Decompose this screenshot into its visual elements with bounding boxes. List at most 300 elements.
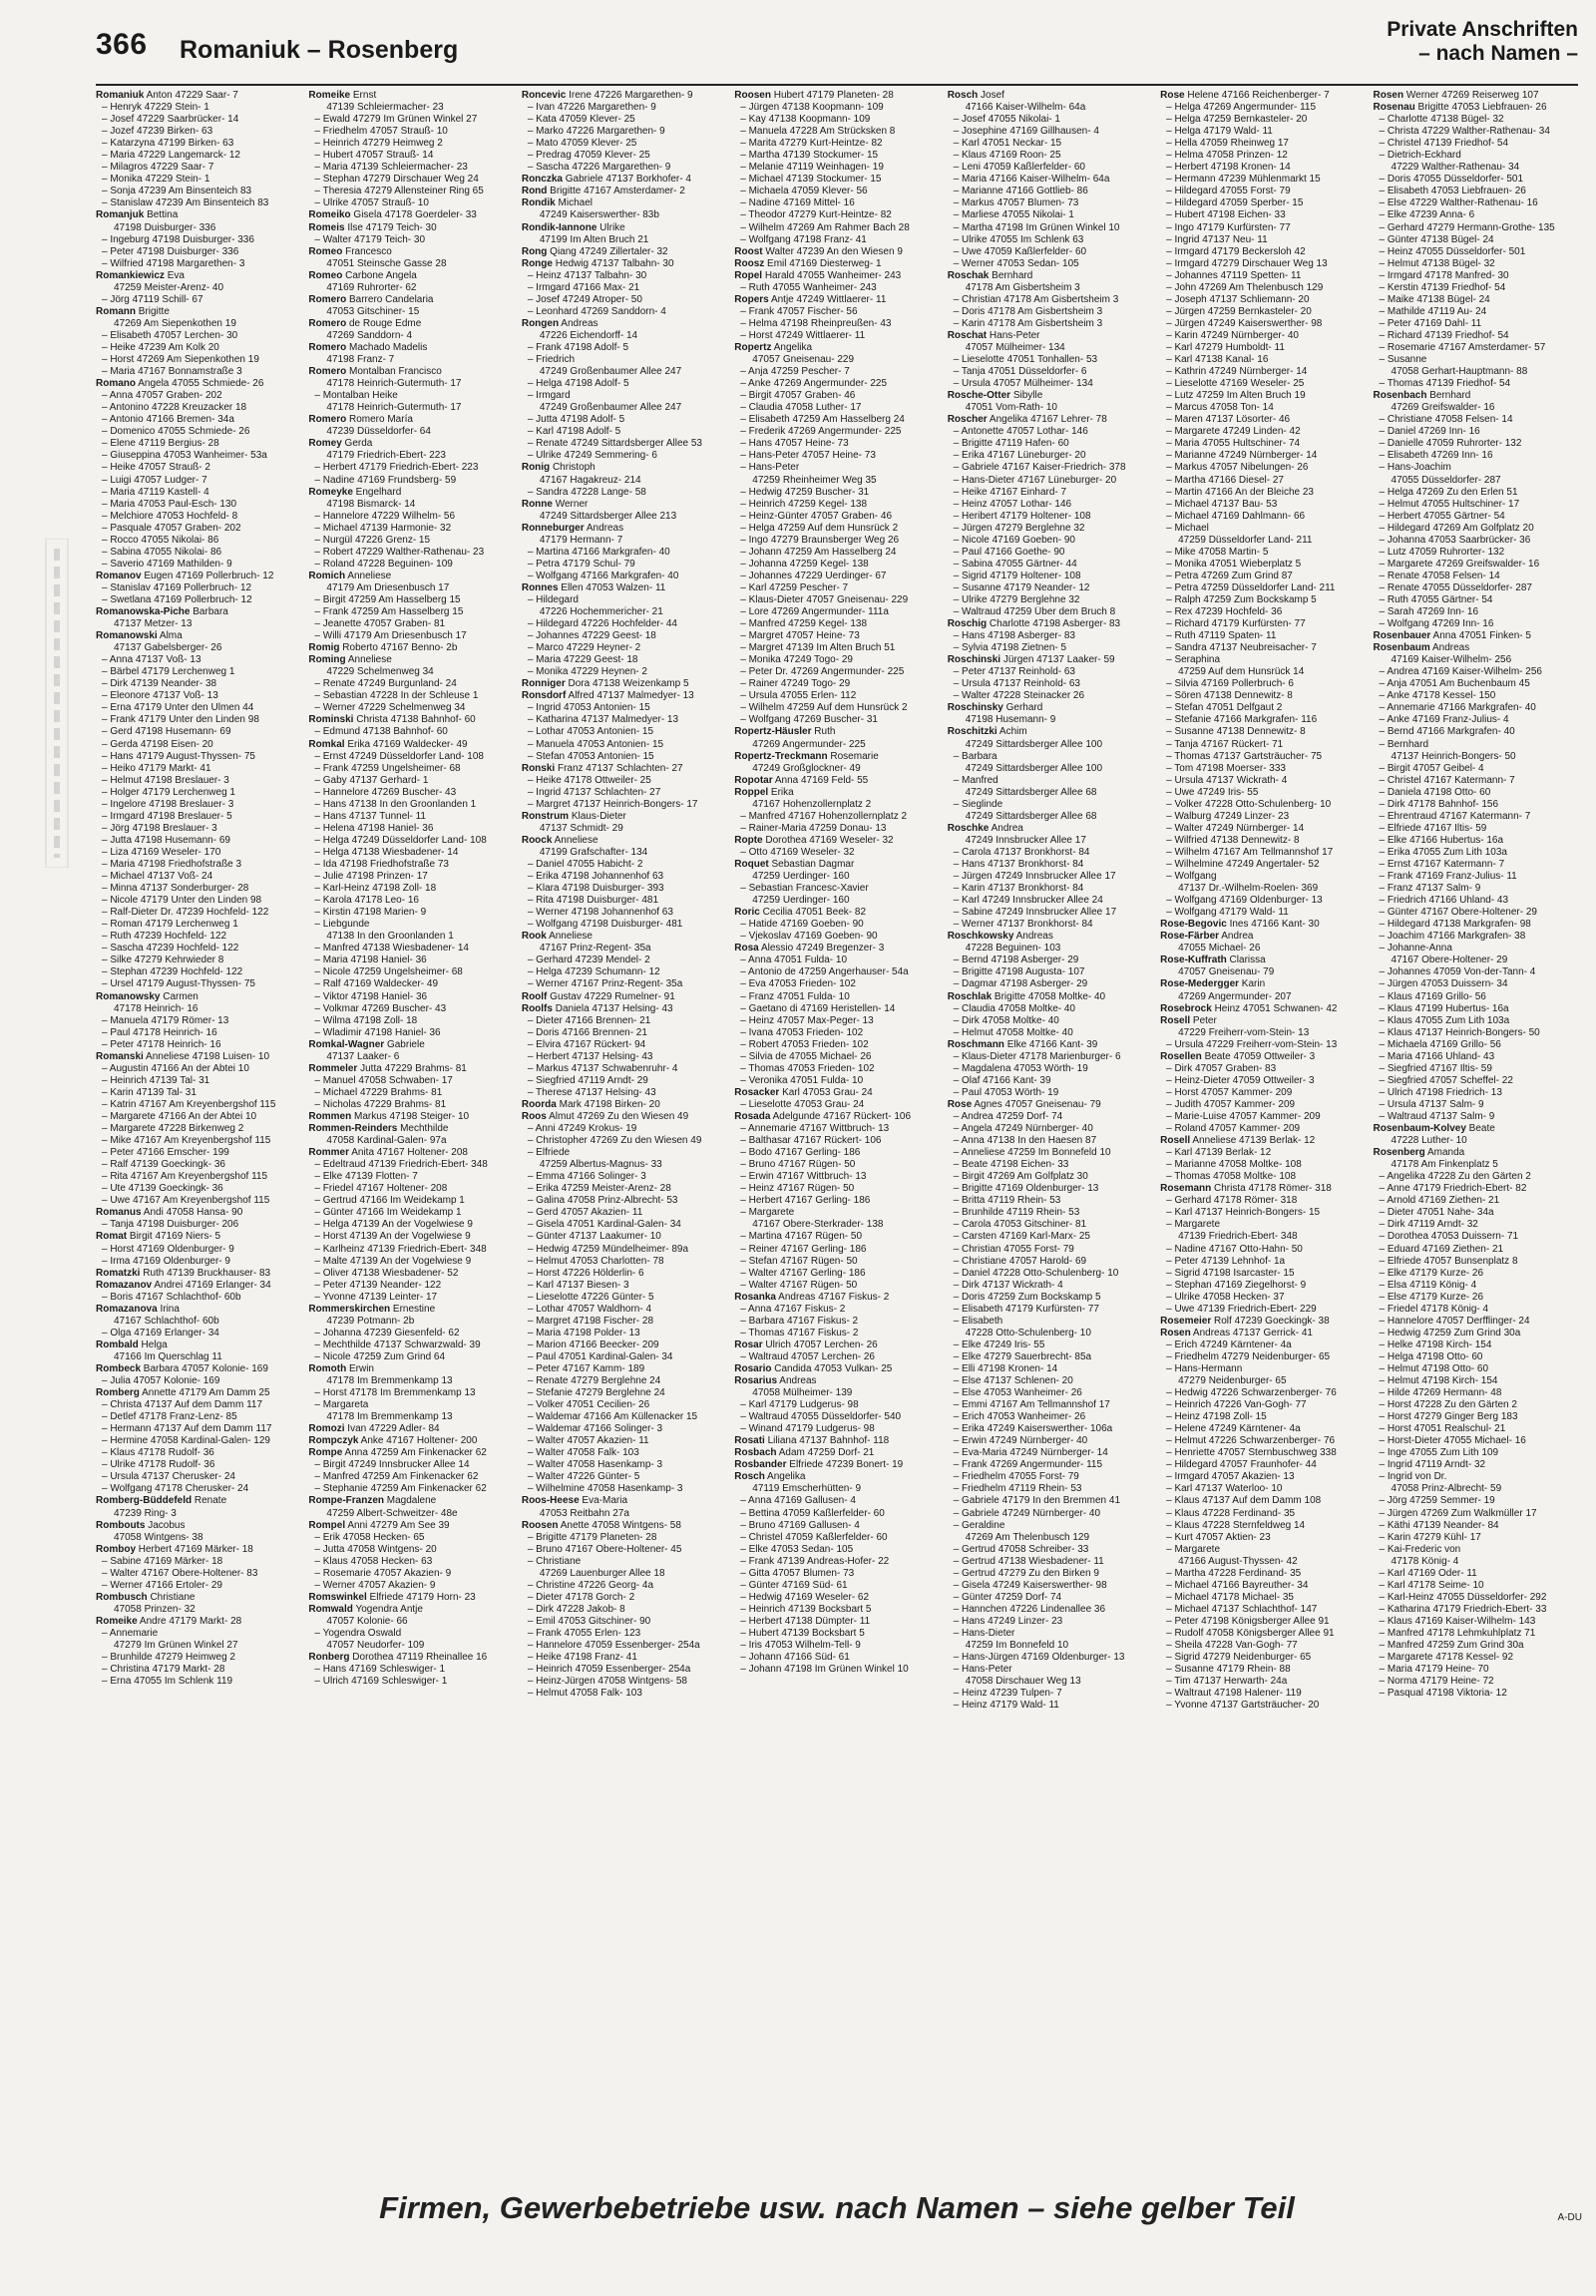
directory-entry: – Uwe 47249 Iris- 55 bbox=[1166, 786, 1259, 798]
directory-entry: – Heribert 47179 Holtener- 108 bbox=[953, 510, 1091, 522]
directory-entry: – Stefan 47053 Antonien- 15 bbox=[527, 750, 654, 762]
directory-entry: – Nadine 47169 Frundsberg- 59 bbox=[314, 474, 457, 486]
directory-entry: – Dirk 47119 Arndt- 32 bbox=[1379, 1219, 1478, 1231]
directory-entry: 47058 Kardinal-Galen- 97a bbox=[326, 1135, 447, 1147]
directory-entry: – Josef 47055 Nikolai- 1 bbox=[953, 114, 1060, 126]
directory-entry: 47178 Am Gisbertsheim 3 bbox=[965, 281, 1080, 293]
directory-entry: – Klaus 47228 Ferdinand- 35 bbox=[1166, 1507, 1296, 1519]
directory-entry: Rosebrock Heinz 47051 Schwanen- 42 bbox=[1160, 1002, 1338, 1014]
directory-entry: – Helga 47198 Otto- 60 bbox=[1379, 1350, 1483, 1362]
directory-entry: – Manfred 47259 Am Finkenacker 62 bbox=[314, 1471, 479, 1483]
directory-entry: – Helmut 47198 Breslauer- 3 bbox=[102, 774, 229, 786]
directory-entry: – Walter 47057 Akazien- 11 bbox=[527, 1435, 649, 1447]
directory-entry: Romwald Yogendra Antje bbox=[308, 1603, 423, 1615]
directory-entry: – Gerd 47057 Akazien- 11 bbox=[527, 1207, 643, 1219]
directory-entry: – Robert 47053 Frieden- 102 bbox=[740, 1038, 869, 1050]
directory-entry: – Rex 47239 Hochfeld- 36 bbox=[1166, 606, 1283, 618]
directory-entry: – Holger 47179 Lerchenweg 1 bbox=[102, 786, 235, 798]
directory-entry: – Else 47229 Walther-Rathenau- 16 bbox=[1379, 197, 1538, 209]
directory-entry: 47259 Auf dem Hunsrück 14 bbox=[1178, 666, 1305, 678]
directory-entry: – Peter 47198 Duisburger- 336 bbox=[102, 245, 239, 257]
directory-entry: – Elke 47139 Flotten- 7 bbox=[314, 1171, 418, 1183]
directory-entry: – Manfred bbox=[953, 774, 998, 786]
directory-entry: – Peter Dr. 47269 Angermunder- 225 bbox=[740, 666, 905, 678]
directory-entry: Rosarius Andreas bbox=[734, 1375, 817, 1387]
directory-entry: – Kathrin 47249 Nürnberger- 14 bbox=[1166, 366, 1308, 378]
directory-entry: – Werner 47057 Akazien- 9 bbox=[314, 1579, 436, 1591]
directory-entry: 47269 Sanddorn- 4 bbox=[326, 329, 413, 341]
directory-entry: 47167 Hagakreuz- 214 bbox=[539, 474, 641, 486]
directory-entry: 47058 Gerhart-Hauptmann- 88 bbox=[1391, 366, 1528, 378]
directory-entry: – Irmgard 47179 Beckersloh 42 bbox=[1166, 245, 1306, 257]
directory-entry: – Jutta 47198 Husemann- 69 bbox=[102, 834, 230, 846]
directory-entry: – Beate 47198 Eichen- 33 bbox=[953, 1159, 1069, 1171]
directory-entry: – Hildegard 47055 Forst- 79 bbox=[1166, 186, 1291, 197]
directory-entry: – Hedwig 47259 Zum Grind 30a bbox=[1379, 1327, 1521, 1339]
directory-entry: – Michaela 47059 Klever- 56 bbox=[740, 186, 868, 197]
directory-entry: – Christine 47226 Georg- 4a bbox=[527, 1579, 654, 1591]
directory-entry: – Siegfried 47167 Iltis- 59 bbox=[1379, 1062, 1492, 1074]
directory-entry: – Barbara 47167 Fiskus- 2 bbox=[740, 1315, 859, 1327]
directory-entry: Roosz Emil 47169 Diesterweg- 1 bbox=[734, 257, 882, 269]
directory-entry: – Antonio de 47259 Angerhauser- 54a bbox=[740, 966, 909, 978]
directory-entry: – Wolfgang bbox=[1166, 871, 1217, 883]
directory-entry: – Annemarie 47167 Wittbruch- 13 bbox=[740, 1123, 890, 1135]
directory-entry: – Rainer 47249 Togo- 29 bbox=[740, 678, 851, 690]
directory-entry: Romeike Ernst bbox=[308, 90, 377, 101]
directory-entry: – Margarete bbox=[1166, 1219, 1221, 1231]
directory-entry: – Vjekoslav 47169 Goeben- 90 bbox=[740, 931, 878, 943]
directory-entry: – Tanja 47198 Duisburger- 206 bbox=[102, 1219, 239, 1231]
directory-entry: – Frank 47055 Erlen- 123 bbox=[527, 1628, 641, 1639]
directory-entry: – Margret 47057 Heine- 73 bbox=[740, 630, 860, 642]
directory-entry: – Roland 47228 Beguinen- 109 bbox=[314, 558, 453, 570]
directory-entry: – Petra 47259 Düsseldorfer Land- 211 bbox=[1166, 581, 1336, 593]
directory-entry: Rosen Werner 47269 Reiserweg 107 bbox=[1373, 90, 1539, 101]
directory-entry: – Friedel 47167 Holtener- 208 bbox=[314, 1183, 448, 1195]
directory-entry: – Ernst 47249 Düsseldorfer Land- 108 bbox=[314, 750, 484, 762]
directory-entry: – Brigitte 47198 Augusta- 107 bbox=[953, 966, 1085, 978]
directory-entry: – Stefan 47167 Rügen- 50 bbox=[740, 1255, 858, 1267]
directory-entry: Romanowsky Carmen bbox=[96, 990, 199, 1002]
directory-entry: – Stephanie 47259 Am Finkenacker 62 bbox=[314, 1483, 487, 1495]
directory-entry: – Balthasar 47167 Rückert- 106 bbox=[740, 1135, 882, 1147]
directory-entry: – Rita 47167 Am Kreyenbergshof 115 bbox=[102, 1171, 268, 1183]
directory-entry: – Katharina 47137 Malmedyer- 13 bbox=[527, 714, 679, 726]
directory-entry: – Dagmar 47198 Asberger- 29 bbox=[953, 978, 1088, 990]
directory-entry: – Ursula 47137 Salm- 9 bbox=[1379, 1098, 1484, 1110]
directory-entry: – Kai-Frederic von bbox=[1379, 1543, 1461, 1555]
directory-entry: – Waltraud 47055 Düsseldorfer- 540 bbox=[740, 1411, 902, 1423]
directory-entry: 47198 Duisburger- 336 bbox=[114, 221, 216, 233]
directory-entry: Roquet Sebastian Dagmar bbox=[734, 859, 855, 870]
directory-entry: – Margarete 47249 Linden- 42 bbox=[1166, 426, 1301, 438]
directory-entry: 47259 Uerdinger- 160 bbox=[752, 895, 850, 907]
directory-entry: – Maria 47166 Kaiser-Wilhelm- 64a bbox=[953, 174, 1110, 186]
directory-entry: – Carola 47137 Bronkhorst- 84 bbox=[953, 846, 1090, 858]
directory-entry: – Susanne 47138 Dennewitz- 8 bbox=[1166, 726, 1306, 738]
directory-entry: – Sebastian 47228 In der Schleuse 1 bbox=[314, 690, 479, 702]
directory-entry: 47239 Ring- 3 bbox=[114, 1507, 177, 1519]
directory-entry: – Anke 47269 Angermunder- 225 bbox=[740, 378, 888, 390]
directory-entry: – Giuseppina 47053 Wanheimer- 53a bbox=[102, 450, 267, 462]
directory-entry: – Frank 47269 Angermunder- 115 bbox=[953, 1459, 1103, 1471]
directory-entry: Ronge Hedwig 47137 Talbahn- 30 bbox=[521, 257, 674, 269]
directory-entry: – Birgit 47057 Geibel- 4 bbox=[1379, 762, 1484, 774]
directory-entry: 47178 Im Bremmenkamp 13 bbox=[326, 1375, 453, 1387]
directory-entry: – Hannelore 47229 Wilhelm- 56 bbox=[314, 510, 456, 522]
directory-entry: – Christiane 47058 Felsen- 14 bbox=[1379, 414, 1513, 426]
directory-entry: – Ida 47198 Friedhofstraße 73 bbox=[314, 859, 449, 870]
directory-entry: Rosemeier Rolf 47239 Goeckingk- 38 bbox=[1160, 1315, 1330, 1327]
directory-entry: – Peter 47139 Neander- 122 bbox=[314, 1279, 442, 1291]
directory-entry: – Friedrich 47166 Uhland- 43 bbox=[1379, 895, 1509, 907]
directory-entry: – Monika 47229 Stein- 1 bbox=[102, 174, 210, 186]
directory-entry: – Wolfgang 47198 Franz- 41 bbox=[740, 233, 867, 245]
directory-entry: – Maike 47138 Bügel- 24 bbox=[1379, 293, 1490, 305]
directory-entry: – Walter 47058 Falk- 103 bbox=[527, 1447, 639, 1459]
directory-entry: Rose-Begovic Ines 47166 Kant- 30 bbox=[1160, 919, 1320, 931]
directory-entry: – Nurgül 47226 Grenz- 15 bbox=[314, 534, 431, 546]
directory-entry: Romanus Andi 47058 Hansa- 90 bbox=[96, 1207, 243, 1219]
directory-entry: – Sebastian Francesc-Xavier bbox=[740, 883, 869, 895]
directory-entry: – Manfred 47178 Lehmkuhlplatz 71 bbox=[1379, 1628, 1536, 1639]
directory-entry: – Hubert 47198 Eichen- 33 bbox=[1166, 209, 1286, 221]
directory-entry: – Karl 47178 Seime- 10 bbox=[1379, 1579, 1484, 1591]
directory-entry: – Michael 47139 Stockumer- 15 bbox=[740, 174, 882, 186]
directory-entry: – Peter 47166 Emscher- 199 bbox=[102, 1147, 229, 1159]
directory-entry: – Helma 47198 Rheinpreußen- 43 bbox=[740, 317, 892, 329]
directory-entry: – Hedwig 47226 Schwarzenberger- 76 bbox=[1166, 1387, 1337, 1399]
directory-entry: – Elfriede 47167 Iltis- 59 bbox=[1379, 822, 1487, 834]
directory-entry: 47178 König- 4 bbox=[1391, 1555, 1459, 1567]
directory-entry: – Klaus-Dieter 47057 Gneisenau- 229 bbox=[740, 593, 909, 605]
directory-entry: Romeis Ilse 47179 Teich- 30 bbox=[308, 221, 437, 233]
directory-entry: – Frank 47259 Ungelsheimer- 68 bbox=[314, 762, 461, 774]
directory-entry: – Sandra 47137 Neubreisacher- 7 bbox=[1166, 642, 1317, 654]
page-number: 366 bbox=[96, 28, 148, 61]
directory-entry: – Irmgard 47178 Manfred- 30 bbox=[1379, 269, 1509, 281]
directory-entry: – Margarete 47269 Greifswalder- 16 bbox=[1379, 558, 1540, 570]
directory-entry: – Heinz-Günter 47057 Graben- 46 bbox=[740, 510, 893, 522]
directory-entry: – Gertrud 47058 Schreiber- 33 bbox=[953, 1543, 1089, 1555]
directory-entry: – Wilhelmine 47249 Angertaler- 52 bbox=[1166, 859, 1320, 870]
directory-entry: – Walter 47179 Teich- 30 bbox=[314, 233, 426, 245]
directory-entry: – Klaus 47169 Grillo- 56 bbox=[1379, 990, 1486, 1002]
directory-entry: – Johann 47259 Am Hasselberg 24 bbox=[740, 546, 897, 558]
directory-entry: Rosar Ulrich 47057 Lerchen- 26 bbox=[734, 1339, 878, 1350]
page-code: A-DU bbox=[1557, 2212, 1582, 2223]
directory-entry: – Karl 47279 Humboldt- 11 bbox=[1166, 341, 1285, 353]
directory-entry: 47259 Meister-Arenz- 40 bbox=[114, 281, 224, 293]
directory-column bbox=[734, 90, 939, 2184]
directory-entry: – Johann 47198 Im Grünen Winkel 10 bbox=[740, 1664, 909, 1676]
directory-entry: – Silvia 47169 Pollerbruch- 6 bbox=[1166, 678, 1294, 690]
directory-entry: – Henriette 47057 Sternbuschweg 338 bbox=[1166, 1447, 1337, 1459]
directory-entry: – Elene 47119 Bergius- 28 bbox=[102, 438, 219, 450]
directory-entry: – Wolfgang 47178 Cherusker- 24 bbox=[102, 1483, 249, 1495]
directory-entry: – Renate 47055 Düsseldorfer- 287 bbox=[1379, 581, 1532, 593]
directory-entry: 47279 Im Grünen Winkel 27 bbox=[114, 1640, 238, 1652]
directory-entry: – Karl 47259 Pescher- 7 bbox=[740, 581, 849, 593]
directory-entry: Romig Roberto 47167 Benno- 2b bbox=[308, 642, 458, 654]
directory-entry: – Heike 47178 Ottweiler- 25 bbox=[527, 774, 651, 786]
directory-entry: – Manfred 47138 Wiesbadener- 14 bbox=[314, 943, 469, 955]
directory-entry: – Elfriede 47057 Bunsenplatz 8 bbox=[1379, 1255, 1518, 1267]
directory-entry: 47178 Am Finkenplatz 5 bbox=[1391, 1159, 1498, 1171]
directory-entry: – Herbert 47167 Gerling- 186 bbox=[740, 1195, 871, 1207]
directory-entry: Romanjuk Bettina bbox=[96, 209, 179, 221]
directory-entry: – Anni 47249 Krokus- 19 bbox=[527, 1123, 637, 1135]
directory-entry: – Frank 47057 Fischer- 56 bbox=[740, 305, 858, 317]
directory-entry: – Petra 47179 Schul- 79 bbox=[527, 558, 635, 570]
directory-columns bbox=[96, 90, 1578, 2184]
directory-entry: – Johanna 47053 Saarbrücker- 36 bbox=[1379, 534, 1531, 546]
directory-entry: – Gerhard 47178 Römer- 318 bbox=[1166, 1195, 1298, 1207]
directory-entry: – Tanja 47051 Düsseldorfer- 6 bbox=[953, 366, 1087, 378]
directory-entry: Romazanov Andrei 47169 Erlanger- 34 bbox=[96, 1279, 271, 1291]
directory-entry: – Erika 47167 Lüneburger- 20 bbox=[953, 450, 1086, 462]
directory-entry: – Karin 47178 Am Gisbertsheim 3 bbox=[953, 317, 1103, 329]
directory-entry: – Mato 47059 Klever- 25 bbox=[527, 138, 637, 150]
directory-entry: – Heinz-Jürgen 47058 Wintgens- 58 bbox=[527, 1676, 687, 1688]
directory-entry: – Swetlana 47169 Pollerbruch- 12 bbox=[102, 593, 252, 605]
directory-entry: Roschinski Jürgen 47137 Laaker- 59 bbox=[947, 654, 1115, 666]
directory-entry: – Hildegard 47059 Sperber- 15 bbox=[1166, 197, 1304, 209]
directory-entry: – Frank 47259 Am Hasselberg 15 bbox=[314, 606, 464, 618]
footer-note: Firmen, Gewerbebetriebe usw. nach Namen – siehe gelber Teil bbox=[379, 2190, 1295, 2225]
directory-entry: – Wolfgang 47166 Markgrafen- 40 bbox=[527, 570, 679, 581]
directory-entry: – Johannes 47059 Von-der-Tann- 4 bbox=[1379, 966, 1536, 978]
directory-entry: – Karola 47178 Leo- 16 bbox=[314, 895, 419, 907]
directory-entry: – Antonino 47228 Kreuzacker 18 bbox=[102, 402, 247, 414]
directory-entry: 47138 In den Groonlanden 1 bbox=[326, 931, 454, 943]
directory-entry: – Stefanie 47166 Markgrafen- 116 bbox=[1166, 714, 1318, 726]
directory-entry: – Erna 47179 Unter den Ulmen 44 bbox=[102, 702, 254, 714]
directory-entry: – Anja 47259 Pescher- 7 bbox=[740, 366, 850, 378]
directory-entry: – Karl 47138 Kanal- 16 bbox=[1166, 354, 1269, 366]
directory-entry: – Julie 47198 Prinzen- 17 bbox=[314, 871, 428, 883]
directory-entry: – Sascha 47239 Hochfeld- 122 bbox=[102, 943, 239, 955]
directory-entry: – Helmut 47058 Falk- 103 bbox=[527, 1688, 642, 1700]
directory-entry: – Maria 47167 Bonnamstraße 3 bbox=[102, 366, 242, 378]
directory-entry: – Heiko 47179 Markt- 41 bbox=[102, 762, 211, 774]
directory-entry: – Helga 47138 Wiesbadener- 14 bbox=[314, 846, 459, 858]
directory-entry: – Helma 47058 Prinzen- 12 bbox=[1166, 150, 1288, 162]
directory-entry: – Ewald 47279 Im Grünen Winkel 27 bbox=[314, 114, 478, 126]
directory-entry: – Margret 47139 Im Alten Bruch 51 bbox=[740, 642, 896, 654]
directory-entry: – Klaus 47178 Rudolf- 36 bbox=[102, 1447, 214, 1459]
directory-entry: – Margareta bbox=[314, 1399, 369, 1411]
directory-entry: – Peter 47178 Heinrich- 16 bbox=[102, 1038, 221, 1050]
directory-column bbox=[308, 90, 513, 2184]
directory-entry: Ronstrum Klaus-Dieter bbox=[521, 810, 626, 822]
directory-entry: – Theresia 47279 Allensteiner Ring 65 bbox=[314, 186, 484, 197]
directory-entry: – Johanne-Anna bbox=[1379, 943, 1452, 955]
directory-entry: – Dirk 47057 Graben- 83 bbox=[1166, 1062, 1277, 1074]
directory-entry: – Ivana 47053 Frieden- 102 bbox=[740, 1026, 864, 1038]
directory-entry: – Nicole 47169 Goeben- 90 bbox=[953, 534, 1075, 546]
directory-entry: – Gisela 47249 Kaiserswerther- 98 bbox=[953, 1579, 1107, 1591]
directory-entry: – Margarete 47228 Birkenweg 2 bbox=[102, 1123, 244, 1135]
directory-entry: – Anneliese 47259 Im Bonnefeld 10 bbox=[953, 1147, 1111, 1159]
directory-entry: – Hans 47137 Bronkhorst- 84 bbox=[953, 859, 1084, 870]
directory-entry: – Dirk 47058 Moltke- 40 bbox=[953, 1014, 1059, 1026]
directory-entry: 47269 Am Thelenbusch 129 bbox=[965, 1531, 1090, 1543]
directory-entry: – Doris 47055 Düsseldorfer- 501 bbox=[1379, 174, 1524, 186]
directory-entry: – Katrin 47167 Am Kreyenbergshof 115 bbox=[102, 1098, 276, 1110]
directory-entry: – Herbert 47198 Kronen- 14 bbox=[1166, 162, 1291, 174]
directory-entry: – Frank 47179 Unter den Linden 98 bbox=[102, 714, 259, 726]
directory-entry: – Rita 47198 Duisburger- 481 bbox=[527, 895, 659, 907]
directory-entry: – Marianne 47249 Nürnberger- 14 bbox=[1166, 450, 1318, 462]
directory-entry: – Stefanie 47279 Berglehne 24 bbox=[527, 1387, 665, 1399]
directory-entry: – Manuel 47058 Schwaben- 17 bbox=[314, 1074, 453, 1086]
directory-entry: – Dieter 47166 Brennen- 21 bbox=[527, 1014, 651, 1026]
directory-entry: Roos Almut 47269 Zu den Wiesen 49 bbox=[521, 1110, 689, 1122]
directory-entry: 47178 Heinrich-Gutermuth- 17 bbox=[326, 402, 462, 414]
directory-entry: – Ernst 47167 Katermann- 7 bbox=[1379, 859, 1505, 870]
directory-entry: – Gerhard 47279 Hermann-Grothe- 135 bbox=[1379, 221, 1555, 233]
directory-entry: Roorda Mark 47198 Birken- 20 bbox=[521, 1098, 660, 1110]
directory-entry: – Bettina 47059 Kaßlerfelder- 60 bbox=[740, 1507, 885, 1519]
directory-entry: 47239 Düsseldorfer- 64 bbox=[326, 426, 431, 438]
directory-entry: – Uwe 47167 Am Kreyenbergshof 115 bbox=[102, 1195, 270, 1207]
directory-entry: – Ruth 47055 Gärtner- 54 bbox=[1379, 593, 1493, 605]
directory-entry: – Ulrike 47178 Rudolf- 36 bbox=[102, 1459, 215, 1471]
directory-entry: – Jörg 47259 Semmer- 19 bbox=[1379, 1495, 1495, 1507]
directory-entry: 47269 Am Siepenkothen 19 bbox=[114, 317, 236, 329]
directory-entry: – Else 47137 Schlenen- 20 bbox=[953, 1375, 1073, 1387]
directory-entry: – Sigrid 47279 Neidenburger- 65 bbox=[1166, 1652, 1312, 1664]
directory-entry: – Maren 47137 Lösorter- 46 bbox=[1166, 414, 1291, 426]
directory-entry: – Margret 47137 Heinrich-Bongers- 17 bbox=[527, 798, 698, 810]
directory-entry: 47057 Gneisenau- 229 bbox=[752, 354, 855, 366]
directory-entry: – Kirstin 47198 Marien- 9 bbox=[314, 907, 427, 919]
directory-entry: – Monika 47249 Togo- 29 bbox=[740, 654, 853, 666]
directory-entry: 47178 Heinrich-Gutermuth- 17 bbox=[326, 378, 462, 390]
directory-entry: – Günter 47259 Dorf- 74 bbox=[953, 1591, 1062, 1603]
directory-entry: – Markus 47137 Schwabenruhr- 4 bbox=[527, 1062, 678, 1074]
directory-entry: Roschig Charlotte 47198 Asberger- 83 bbox=[947, 618, 1121, 630]
directory-entry: – Hermann 47137 Auf dem Damm 117 bbox=[102, 1423, 272, 1435]
directory-entry: – Heinz 47198 Zoll- 15 bbox=[1166, 1411, 1267, 1423]
directory-entry: – Ulrich 47169 Schleswiger- 1 bbox=[314, 1676, 448, 1688]
directory-column bbox=[522, 90, 726, 2184]
directory-entry: – Erwin 47167 Wittbruch- 13 bbox=[740, 1171, 867, 1183]
directory-entry: – Sabina 47055 Nikolai- 86 bbox=[102, 546, 222, 558]
directory-entry: 47249 Großenbaumer Allee 247 bbox=[539, 366, 682, 378]
directory-entry: – Waltraut 47198 Halener- 119 bbox=[1166, 1688, 1302, 1700]
directory-entry: 47269 Angermunder- 207 bbox=[1178, 990, 1292, 1002]
directory-entry: Rosen Andreas 47137 Gerrick- 41 bbox=[1160, 1327, 1313, 1339]
directory-entry: – Sarah 47269 Inn- 16 bbox=[1379, 606, 1479, 618]
directory-entry: 47057 Kolonie- 66 bbox=[326, 1615, 408, 1627]
directory-entry: 47199 Im Alten Bruch 21 bbox=[539, 233, 649, 245]
directory-entry: – Klaus 47228 Sternfeldweg 14 bbox=[1166, 1519, 1306, 1531]
directory-entry: – Leonhard 47269 Sanddorn- 4 bbox=[527, 305, 666, 317]
directory-entry: 47249 Großenbaumer Allee 247 bbox=[539, 402, 682, 414]
directory-entry: – Dorothea 47053 Duissern- 71 bbox=[1379, 1231, 1519, 1243]
directory-entry: – Hans 47249 Linzer- 23 bbox=[953, 1615, 1063, 1627]
directory-entry: Romkal Erika 47169 Waldecker- 49 bbox=[308, 738, 468, 750]
directory-entry: 47269 Angermunder- 225 bbox=[752, 738, 866, 750]
directory-entry: – Bruno 47167 Obere-Holtener- 45 bbox=[527, 1543, 682, 1555]
directory-entry: 47179 Friedrich-Ebert- 223 bbox=[326, 450, 446, 462]
directory-entry: 47167 Prinz-Regent- 35a bbox=[539, 943, 651, 955]
directory-entry: – Walter 47167 Rügen- 50 bbox=[740, 1279, 858, 1291]
directory-entry: – Malte 47139 An der Vogelwiese 9 bbox=[314, 1255, 472, 1267]
directory-entry: – Margarete 47166 An der Abtei 10 bbox=[102, 1110, 257, 1122]
directory-entry: – Martha 47228 Ferdinand- 35 bbox=[1166, 1567, 1302, 1579]
directory-entry: – Horst 47051 Realschul- 21 bbox=[1379, 1423, 1506, 1435]
directory-entry: Rosbach Adam 47259 Dorf- 21 bbox=[734, 1447, 875, 1459]
directory-entry: Rondik-Iannone Ulrike bbox=[521, 221, 625, 233]
directory-entry: – Michael 47166 Bayreuther- 34 bbox=[1166, 1579, 1309, 1591]
directory-entry: – Paul 47053 Wörth- 19 bbox=[953, 1086, 1059, 1098]
directory-entry: – Christian 47055 Forst- 79 bbox=[953, 1243, 1074, 1255]
directory-entry: – Hedwig 47259 Mündelheimer- 89a bbox=[527, 1243, 689, 1255]
directory-entry: – Bernd 47166 Markgrafen- 40 bbox=[1379, 726, 1515, 738]
directory-entry: – Karl-Heinz 47055 Düsseldorfer- 292 bbox=[1379, 1591, 1547, 1603]
directory-entry: Ronne Werner bbox=[521, 498, 589, 510]
directory-entry: – Silke 47279 Kehrwieder 8 bbox=[102, 955, 224, 966]
directory-entry: – Ruth 47239 Hochfeld- 122 bbox=[102, 931, 227, 943]
directory-entry: – Yvonne 47139 Leinter- 17 bbox=[314, 1291, 438, 1303]
directory-entry: – Hannelore 47057 Derfflinger- 24 bbox=[1379, 1315, 1530, 1327]
directory-entry: – Joseph 47137 Schliemann- 20 bbox=[1166, 293, 1310, 305]
directory-entry: – Karl 47137 Biesen- 3 bbox=[527, 1279, 629, 1291]
directory-entry: – Wilma 47198 Zoll- 18 bbox=[314, 1014, 418, 1026]
directory-entry: – Ralf-Dieter Dr. 47239 Hochfeld- 122 bbox=[102, 907, 269, 919]
directory-entry: – Lieselotte 47051 Tonhallen- 53 bbox=[953, 354, 1098, 366]
directory-entry: – Friedrich bbox=[527, 354, 576, 366]
directory-entry: – Friedhelm 47055 Forst- 79 bbox=[953, 1471, 1079, 1483]
directory-entry: – Lutz 47059 Ruhrorter- 132 bbox=[1379, 546, 1505, 558]
directory-entry: – Winand 47179 Ludgerus- 98 bbox=[740, 1423, 875, 1435]
directory-entry: – Klaus 47137 Heinrich-Bongers- 50 bbox=[1379, 1026, 1540, 1038]
directory-entry: – Ulrike 47057 Strauß- 10 bbox=[314, 197, 429, 209]
directory-entry: – Brigitte 47119 Hafen- 60 bbox=[953, 438, 1069, 450]
directory-entry: – Helmut 47055 Hultschiner- 17 bbox=[1379, 498, 1520, 510]
directory-entry: 47269 Lauenburger Allee 18 bbox=[539, 1567, 665, 1579]
directory-entry: – Helga 47249 Düsseldorfer Land- 108 bbox=[314, 834, 487, 846]
directory-entry: 47259 Albertus-Magnus- 33 bbox=[539, 1159, 662, 1171]
directory-entry: – Petra 47269 Zum Grind 87 bbox=[1166, 570, 1293, 581]
directory-entry: – Werner 47229 Schelmenweg 34 bbox=[314, 702, 466, 714]
directory-entry: – Rainer-Maria 47259 Donau- 13 bbox=[740, 822, 887, 834]
directory-entry: – Peter 47137 Reinhold- 63 bbox=[953, 666, 1075, 678]
directory-entry: – Walter 47058 Hasenkamp- 3 bbox=[527, 1459, 663, 1471]
directory-entry: – Edeltraud 47139 Friedrich-Ebert- 348 bbox=[314, 1159, 488, 1171]
directory-entry: Ropte Dorothea 47169 Weseler- 32 bbox=[734, 834, 894, 846]
directory-entry: – Maria 47055 Hultschiner- 74 bbox=[1166, 438, 1301, 450]
directory-entry: – Wladimir 47198 Haniel- 36 bbox=[314, 1026, 441, 1038]
directory-entry: – Johann 47166 Süd- 61 bbox=[740, 1652, 850, 1664]
directory-entry: Rosenbaum-Kolvey Beate bbox=[1373, 1123, 1495, 1135]
directory-entry: – Heike 47198 Franz- 41 bbox=[527, 1652, 637, 1664]
directory-entry: Roncevic Irene 47226 Margarethen- 9 bbox=[521, 90, 693, 101]
directory-entry: – Sabina 47055 Gärtner- 44 bbox=[953, 558, 1077, 570]
directory-entry: 47057 Neudorfer- 109 bbox=[326, 1640, 425, 1652]
directory-entry: – Michael 47139 Harmonie- 32 bbox=[314, 522, 452, 534]
directory-entry: – Lothar 47057 Waldhorn- 4 bbox=[527, 1303, 651, 1315]
directory-entry: – Johannes 47229 Uerdinger- 67 bbox=[740, 570, 887, 581]
directory-entry: – Reiner 47167 Gerling- 186 bbox=[740, 1243, 867, 1255]
directory-entry: 47051 Steinsche Gasse 28 bbox=[326, 257, 447, 269]
directory-entry: – Horst 47269 Am Siepenkothen 19 bbox=[102, 354, 259, 366]
directory-entry: 47055 Michael- 26 bbox=[1178, 943, 1261, 955]
